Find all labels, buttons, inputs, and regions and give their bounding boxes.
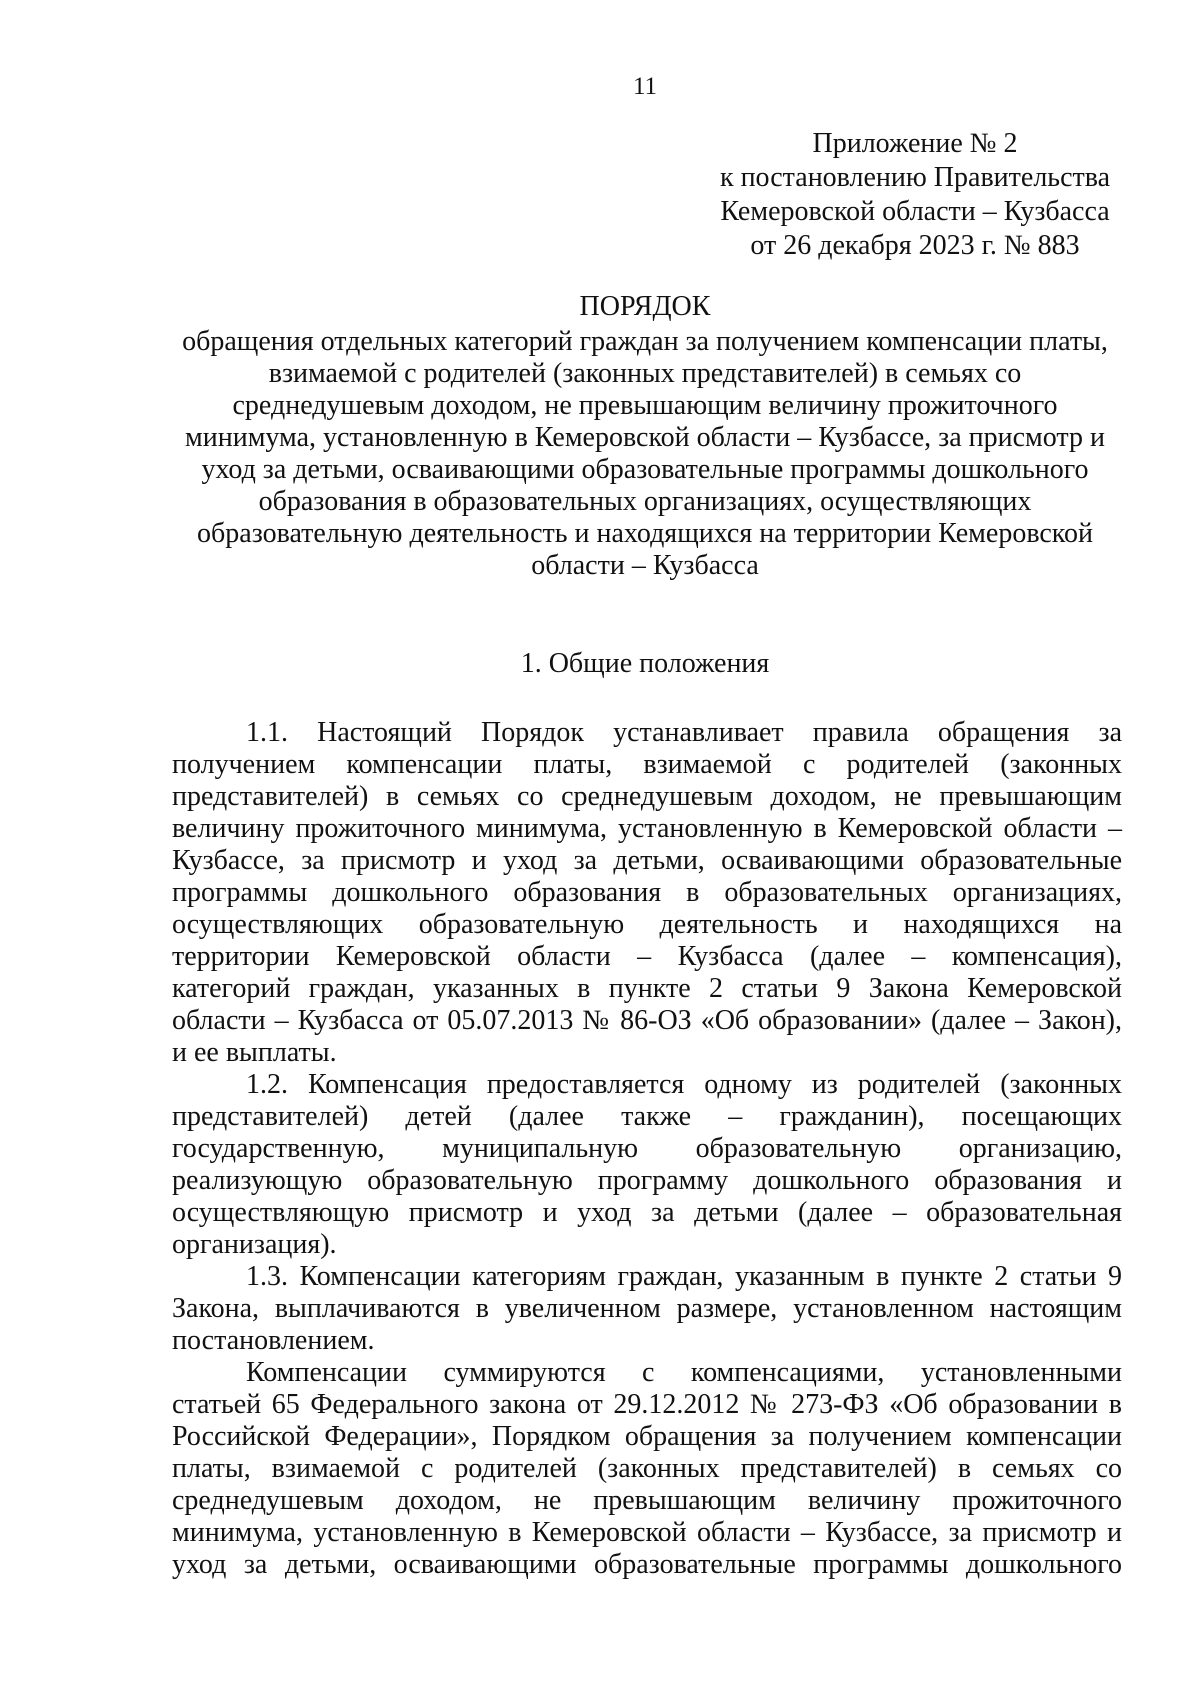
body-line: среднедушевым доходом, не превышающим величину прожиточного (172, 1485, 1122, 1516)
body-line: 1.3. Компенсации категориям граждан, указанным в пункте 2 статьи 9 (246, 1261, 1122, 1292)
body-line: программы дошкольного образования в образовательных организациях, (172, 877, 1122, 908)
document-body (172, 717, 1122, 1581)
body-line: постановлением. (172, 1325, 375, 1356)
body-line: 1.1. Настоящий Порядок устанавливает правила обращения за (246, 717, 1122, 748)
subtitle-line: взимаемой с родителей (законных представителей) в семьях со (268, 358, 1022, 389)
section-heading: 1. Общие положения (520, 648, 770, 679)
body-line: Компенсации суммируются с компенсациями, установленными (246, 1357, 1122, 1388)
body-line: категорий граждан, указанных в пункте 2 статьи 9 Закона Кемеровской (172, 973, 1122, 1004)
body-line: Российской Федерации», Порядком обращения за получением компенсации (172, 1421, 1122, 1452)
subtitle-line: минимума, установленную в Кемеровской области – Кузбассе, за присмотр и (185, 422, 1105, 453)
subtitle-line: образования в образовательных организациях, осуществляющих (258, 486, 1032, 517)
subtitle-line: образовательную деятельность и находящихся на территории Кемеровской (197, 518, 1093, 549)
appendix-line: Кемеровской области – Кузбасса (720, 196, 1110, 227)
body-line: представителей) в семьях со среднедушевым доходом, не превышающим (172, 781, 1122, 812)
body-line: организация). (172, 1229, 337, 1260)
body-line: Закона, выплачиваются в увеличенном размере, установленном настоящим (172, 1293, 1122, 1324)
subtitle-line: области – Кузбасса (531, 550, 759, 581)
body-line: Кузбассе, за присмотр и уход за детьми, осваивающими образовательные (172, 845, 1122, 876)
body-line: величину прожиточного минимума, установленную в Кемеровской области – (172, 813, 1122, 844)
body-line: представителей) детей (далее также – гражданин), посещающих (172, 1101, 1122, 1132)
body-line: территории Кемеровской области – Кузбасса (далее – компенсация), (172, 941, 1122, 972)
appendix-line: от 26 декабря 2023 г. № 883 (750, 230, 1080, 261)
body-line: статьей 65 Федерального закона от 29.12.2012 № 273-ФЗ «Об образовании в (172, 1389, 1122, 1420)
body-line: минимума, установленную в Кемеровской области – Кузбассе, за присмотр и (172, 1517, 1122, 1548)
appendix-line: к постановлению Правительства (719, 162, 1111, 193)
body-line: реализующую образовательную программу дошкольного образования и (172, 1165, 1122, 1196)
subtitle-line: уход за детьми, осваивающими образовательные программы дошкольного (201, 454, 1089, 485)
body-line: платы, взимаемой с родителей (законных представителей) в семьях со (172, 1453, 1122, 1484)
subtitle-line: среднедушевым доходом, не превышающим величину прожиточного (232, 390, 1058, 421)
appendix-reference (700, 127, 1130, 263)
body-line: осуществляющую присмотр и уход за детьми (далее – образовательная (172, 1197, 1122, 1228)
document-subtitle (170, 326, 1120, 582)
body-line: осуществляющих образовательную деятельность и находящихся на (172, 909, 1122, 940)
subtitle-line: обращения отдельных категорий граждан за получением компенсации платы, (182, 326, 1108, 357)
body-line: уход за детьми, осваивающими образовательные программы дошкольного (172, 1549, 1122, 1580)
page-number: 11 (632, 73, 658, 100)
appendix-line: Приложение № 2 (812, 128, 1018, 159)
document-title: ПОРЯДОК (579, 291, 711, 322)
body-line: области – Кузбасса от 05.07.2013 № 86-ОЗ «Об образовании» (далее – Закон), (172, 1005, 1122, 1036)
body-line: и ее выплаты. (172, 1037, 337, 1068)
body-line: государственную, муниципальную образовательную организацию, (172, 1133, 1122, 1164)
body-line: 1.2. Компенсация предоставляется одному из родителей (законных (246, 1069, 1122, 1100)
body-line: получением компенсации платы, взимаемой с родителей (законных (172, 749, 1122, 780)
